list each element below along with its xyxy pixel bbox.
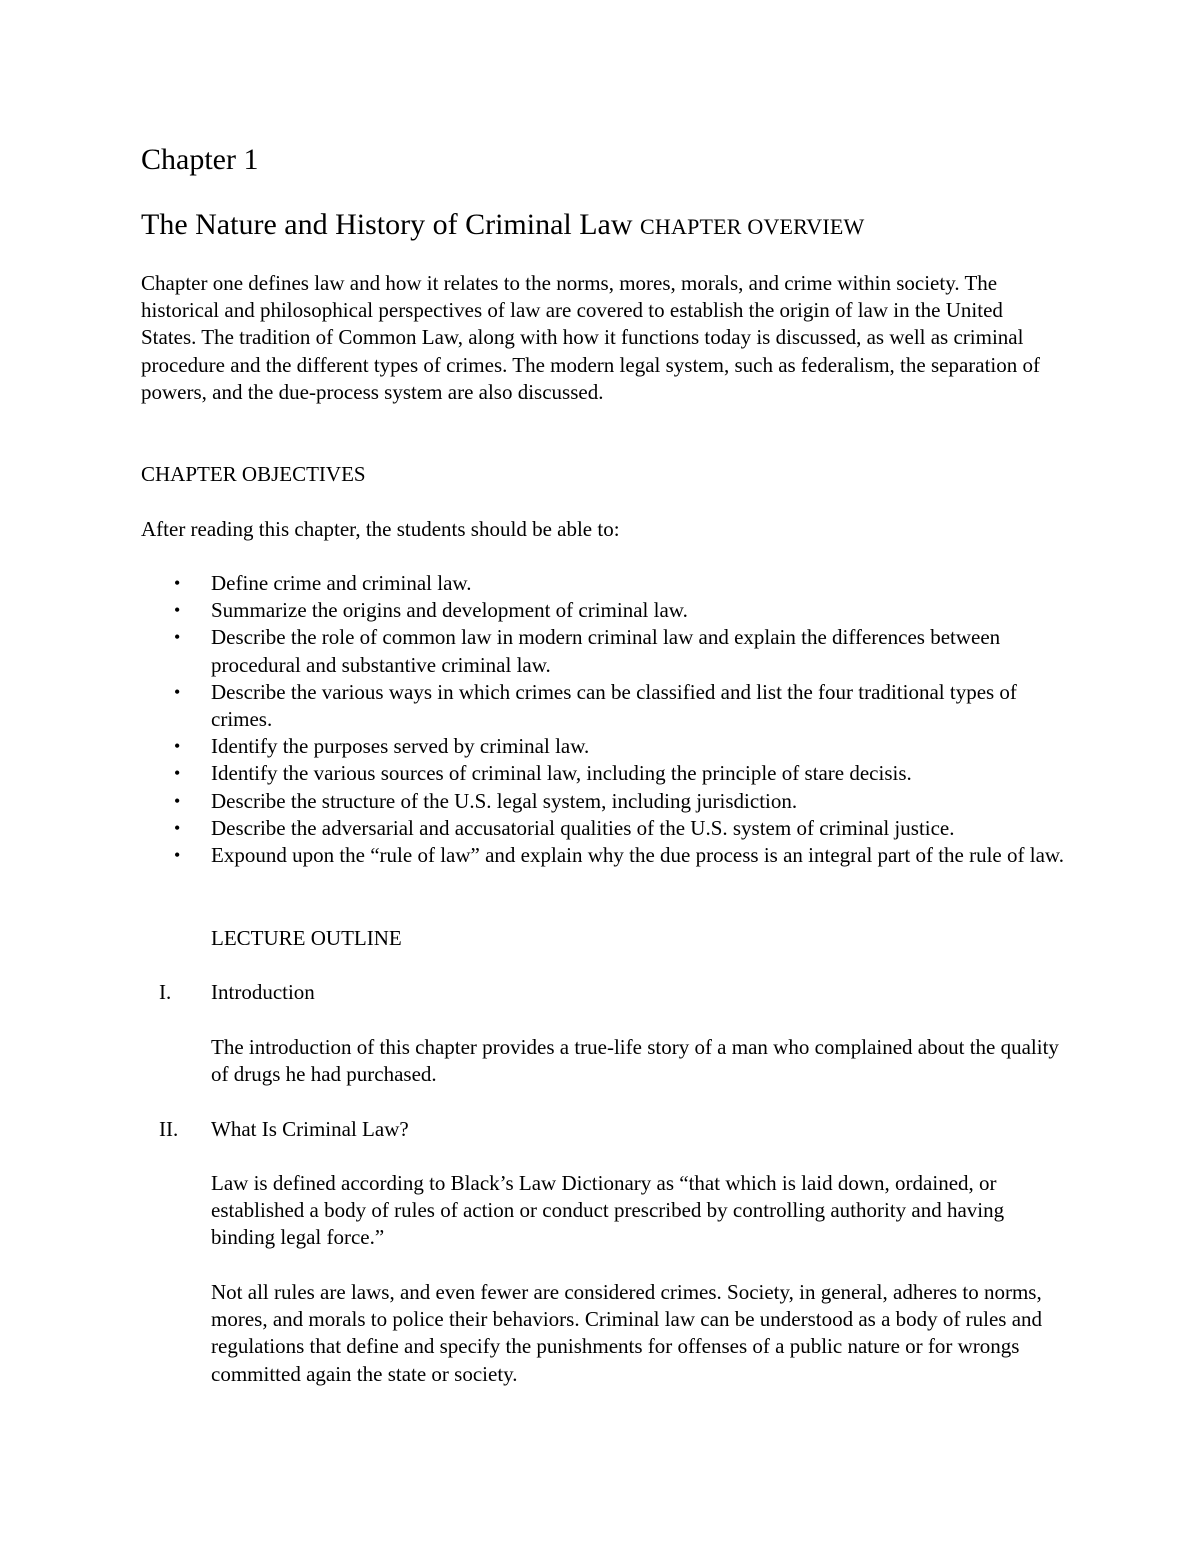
outline-heading: Introduction — [211, 980, 315, 1004]
objective-text: Describe the role of common law in modern criminal law and explain the differences between procedural and substantive criminal law. — [211, 625, 1001, 677]
chapter-title: Chapter 1 — [141, 143, 259, 176]
bullet-icon: • — [174, 681, 181, 702]
list-item — [141, 570, 1071, 597]
objective-text: Expound upon the “rule of law” and explain why the due process is an integral part of the rule of law. — [211, 843, 1064, 868]
bullet-icon: • — [174, 817, 181, 838]
list-item — [141, 815, 1071, 842]
bullet-icon: • — [174, 763, 181, 784]
chapter-subtitle: The Nature and History of Criminal Law — [141, 208, 633, 241]
list-item — [141, 597, 1071, 624]
list-item — [141, 679, 1071, 733]
objective-text: Describe the adversarial and accusatorial qualities of the U.S. system of criminal justice. — [211, 815, 955, 840]
overview-heading: CHAPTER OVERVIEW — [640, 214, 865, 239]
outline-paragraph: Not all rules are laws, and even fewer are considered crimes. Society, in general, adheres to norms, mores, and morals to police their behaviors. Criminal law can be understood as a body of rules and regulations that define and specify the punishments for offenses of a public nature or for wrongs committed again the state or society. — [211, 1280, 1043, 1386]
objectives-heading: CHAPTER OBJECTIVES — [141, 462, 366, 486]
bullet-icon: • — [174, 845, 181, 866]
outline-numeral: II. — [159, 1117, 179, 1141]
overview-paragraph: Chapter one defines law and how it relates to the norms, mores, morals, and crime within society. The historical and philosophical perspectives of law are covered to establish the origin of law in the United States. The tradition of Common Law, along with how it functions today is discussed, as well as criminal procedure and the different types of crimes. The modern legal system, such as federalism, the separation of powers, and the due-process system are also discussed. — [141, 271, 1041, 404]
objectives-list — [141, 570, 1071, 869]
objectives-intro: After reading this chapter, the students should be able to: — [141, 517, 620, 541]
bullet-icon: • — [174, 790, 181, 811]
outline-paragraph: Law is defined according to Black’s Law Dictionary as “that which is laid down, ordained, or established a body of rules of action or conduct prescribed by controlling authority and having binding legal force.” — [211, 1171, 1005, 1250]
outline-paragraph: The introduction of this chapter provides a true-life story of a man who complained about the quality of drugs he had purchased. — [211, 1035, 1059, 1087]
objective-text: Define crime and criminal law. — [211, 571, 472, 595]
objective-text: Summarize the origins and development of criminal law. — [211, 598, 688, 623]
objective-text: Describe the structure of the U.S. legal system, including jurisdiction. — [211, 788, 798, 813]
objective-text: Identify the purposes served by criminal law. — [211, 734, 590, 759]
lecture-outline-heading: LECTURE OUTLINE — [211, 926, 402, 950]
outline-heading: What Is Criminal Law? — [211, 1117, 409, 1141]
objective-text: Identify the various sources of criminal law, including the principle of stare decisis. — [211, 761, 912, 786]
outline-numeral: I. — [159, 980, 172, 1004]
objective-text: Describe the various ways in which crimes can be classified and list the four traditional types of crimes. — [211, 679, 1017, 732]
bullet-icon: • — [174, 627, 181, 648]
chapter-subtitle-line — [141, 206, 865, 246]
list-item — [141, 760, 1071, 787]
bullet-icon: • — [174, 736, 181, 757]
list-item — [141, 624, 1071, 678]
bullet-icon: • — [174, 600, 181, 621]
list-item — [141, 788, 1071, 815]
list-item — [141, 733, 1071, 760]
bullet-icon: • — [174, 573, 181, 593]
list-item — [141, 842, 1071, 869]
